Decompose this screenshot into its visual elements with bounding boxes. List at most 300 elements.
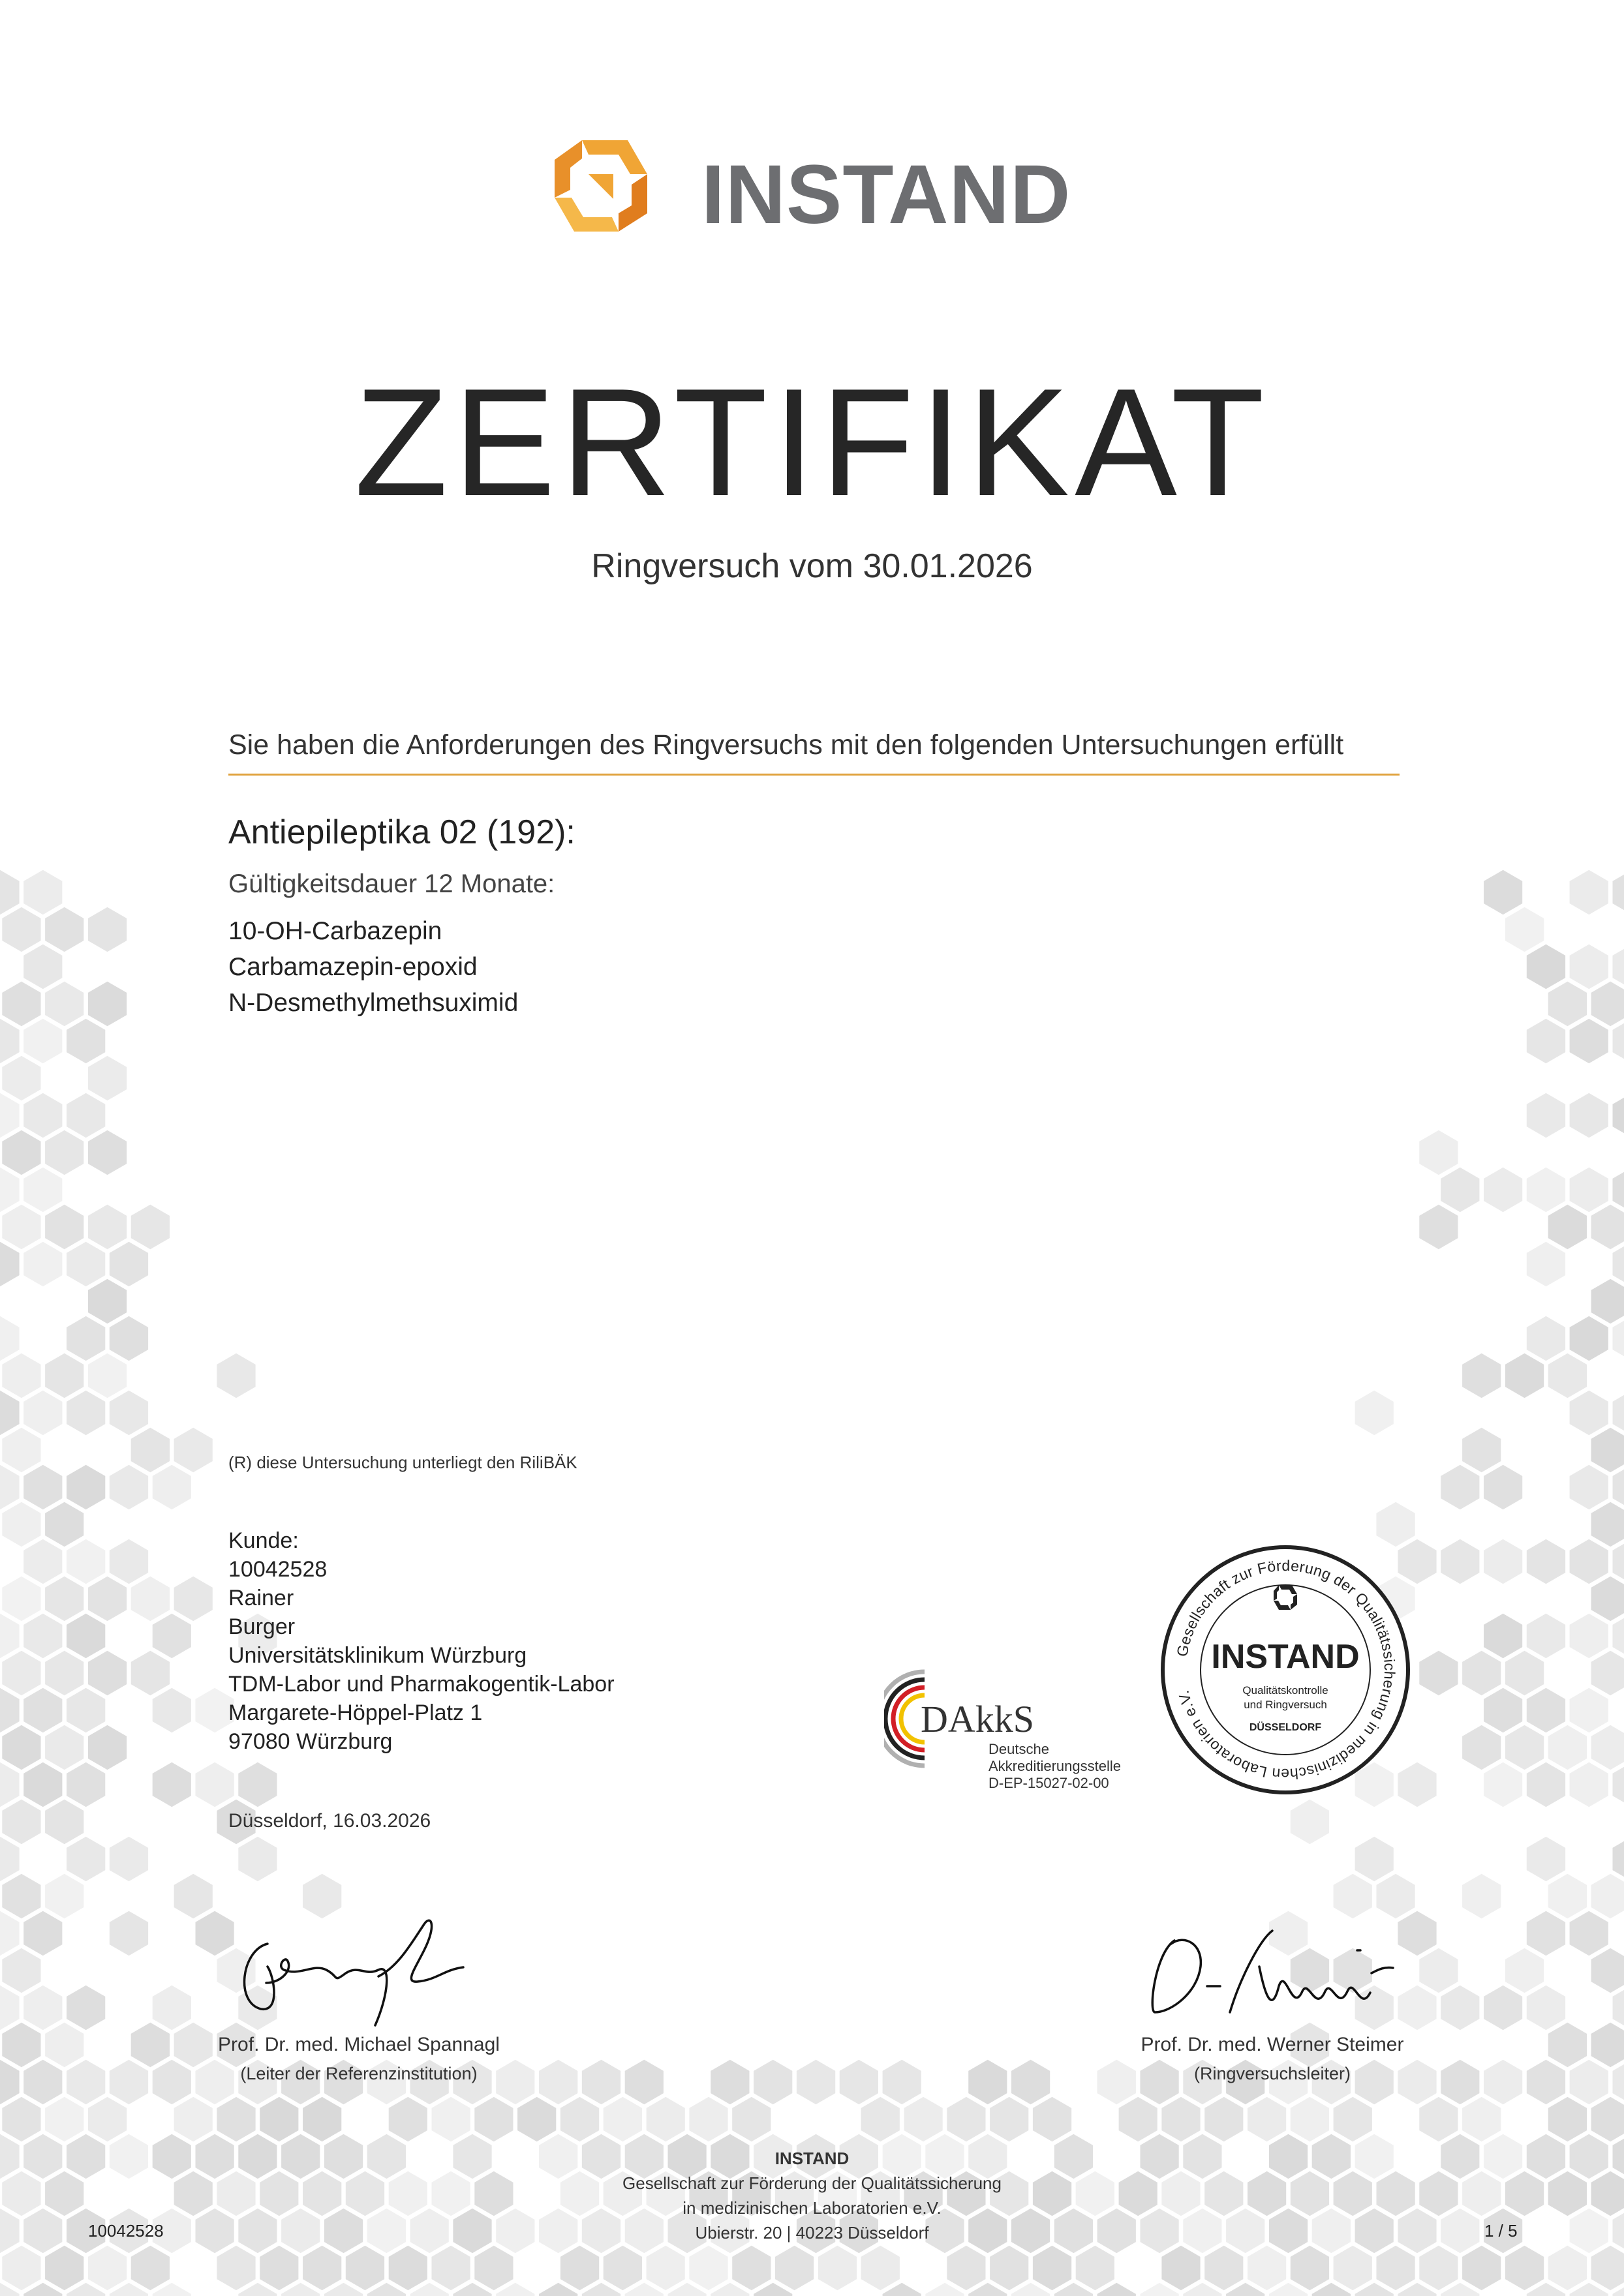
hexagon-shape [131,2246,170,2290]
hexagon-shape [67,1614,105,1658]
hexagon-shape [0,1168,20,1212]
certificate-title: ZERTIFIKAT [354,356,1270,528]
hexagon-shape [0,1762,20,1807]
hexagon-shape [1377,1874,1415,1918]
hexagon-shape [1484,1465,1522,1509]
hexagon-shape [1204,2097,1243,2141]
hexagon-shape [45,1800,84,1844]
hexagon-shape [153,1986,191,2030]
hexagon-shape [1334,1874,1372,1918]
hexagon-shape [88,1353,127,1398]
hexagon-shape [260,2097,298,2141]
dakks-accreditation-mark [884,1667,1158,1797]
hexagon-shape [754,2060,792,2104]
hexagon-shape [1248,2097,1286,2141]
hexagon-shape [1462,1353,1501,1398]
hexagon-shape [1076,2246,1114,2290]
hexagon-shape [1613,1391,1624,1435]
customer-label: Kunde: [228,1528,299,1553]
hexagon-shape [1591,2023,1624,2067]
hexagon-shape [1441,1168,1479,1212]
hexagon-shape [732,2246,771,2290]
hexagon-shape [88,1725,127,1770]
hexagon-shape [2,2246,40,2290]
hexagon-shape [2,1353,40,1398]
hexagon-shape [88,1279,127,1323]
hexagon-shape [474,2097,513,2141]
signer-name: Prof. Dr. med. Michael Spannagl [218,2034,500,2055]
hexagon-shape [110,1911,148,1956]
hexagon-shape [861,2246,900,2290]
hexagon-shape [1570,944,1608,989]
hexagon-shape [0,1465,20,1509]
hexagon-shape [1355,1837,1394,1881]
hexagon-shape [45,1205,84,1249]
hexagon-shape [131,1577,170,1621]
signature-spannagl [228,1905,489,2035]
hexagon-shape [1484,1614,1522,1658]
hexagon-shape [861,2097,900,2141]
hexagon-shape [174,1428,213,1472]
issue-date: Düsseldorf, 16.03.2026 [228,1810,431,1832]
hexagon-shape [604,2246,642,2290]
hexagon-shape [432,2246,470,2290]
hexagon-shape [1527,1911,1565,1956]
hexagon-shape [153,2060,191,2104]
hexagon-shape [2,1577,40,1621]
hexagon-shape [1570,1539,1608,1584]
hexagon-shape [88,2097,127,2141]
hexagon-shape [2,907,40,952]
hexagon-shape [1248,2246,1286,2290]
hexagon-shape [45,1353,84,1398]
hexagon-shape [647,2246,685,2290]
hexagon-shape [1527,944,1565,989]
hexagon-shape [303,2097,341,2141]
hexagon-shape [1548,1874,1587,1918]
hexagon-shape [1613,2060,1624,2104]
hexagon-shape [689,2097,728,2141]
hexagon-shape [303,2246,341,2290]
hexagon-shape [1033,2097,1071,2141]
hexagon-shape [1484,1688,1522,1732]
test-title: Antiepileptika 02 (192): [228,813,575,851]
hexagon-shape [1355,1391,1394,1435]
hexagon-shape [1377,1502,1415,1547]
hexagon-shape [110,1837,148,1881]
hexagon-shape [968,2060,1007,2104]
hexagon-shape [1613,1242,1624,1286]
hexagon-shape [1505,1948,1544,1993]
hexagon-shape [23,1688,62,1732]
hexagon-shape [1570,870,1608,914]
footer-line: in medizinischen Laboratorien e.V. [682,2198,942,2218]
hexagon-shape [1462,1874,1501,1918]
hexagon-shape [1613,944,1624,989]
rilibaek-footnote: (R) diese Untersuchung unterliegt den RiliBÄK [228,1453,577,1472]
hexagon-shape [1161,2097,1200,2141]
hexagon-shape [45,2246,84,2290]
hexagon-shape [1591,1577,1624,1621]
footer-line: Ubierstr. 20 | 40223 Düsseldorf [695,2223,929,2243]
hexagon-shape [1291,1800,1329,1844]
hexagon-shape [23,1093,62,1138]
hexagon-shape [153,1688,191,1732]
hexagon-shape [88,982,127,1026]
customer-line: 10042528 [228,1557,328,1582]
hexagon-shape [1441,1539,1479,1584]
hexagon-shape [1484,870,1522,914]
seal-city: DÜSSELDORF [1249,1722,1322,1733]
hexagon-shape [1462,2246,1501,2290]
certificate-subtitle: Ringversuch vom 30.01.2026 [591,547,1033,585]
hexagon-shape [1527,1539,1565,1584]
hexagon-shape [260,2246,298,2290]
hexagon-shape [1119,2097,1157,2141]
hexagon-shape [560,2246,599,2290]
hexagon-shape [1505,2246,1544,2290]
validity-text: Gültigkeitsdauer 12 Monate: [228,869,555,898]
hexagon-shape [582,2060,620,2104]
hexagon-shape [45,982,84,1026]
hexagon-shape [1527,1614,1565,1658]
hexagon-shape [174,1874,213,1918]
dakks-line: D-EP-15027-02-00 [988,1775,1109,1791]
hexagon-shape [23,1019,62,1063]
hexagon-shape [1527,1688,1565,1732]
hexagon-shape [732,2097,771,2141]
hexagon-shape [45,1651,84,1695]
hexagon-shape [1527,1762,1565,1807]
hexagon-shape [2,1948,40,1993]
customer-line: 97080 Würzburg [228,1729,393,1754]
hexagon-shape [174,2097,213,2141]
hexagon-shape [1527,1168,1565,1212]
hexagon-shape [88,1205,127,1249]
hexagon-shape [1484,1539,1522,1584]
hexagon-shape [67,1019,105,1063]
seal-ring-text: Gesellschaft zur Förderung der Qualitätssicherung in medizinischen Laboratorien e.V. [1173,1556,1399,1783]
hexagon-shape [88,2246,127,2290]
signer-role: (Leiter der Referenzinstitution) [240,2064,478,2083]
hexagon-shape [947,2097,985,2141]
hexagon-shape [238,1762,277,1807]
hexagon-shape [1548,982,1587,1026]
hexagon-shape [1591,982,1624,1026]
hexagon-shape [1613,1465,1624,1509]
hexagon-shape [0,1837,20,1881]
signer-left [215,2031,502,2088]
divider-rule [228,774,1400,776]
hexagon-shape [23,2060,62,2104]
hexagon-shape [174,1577,213,1621]
instand-seal-stamp [1158,1543,1413,1797]
hexagon-shape [1527,1986,1565,2030]
hexagon-shape [1484,1168,1522,1212]
hexagon-shape [1527,1316,1565,1361]
footer-address [0,2146,1624,2245]
hexagon-shape [2,1130,40,1175]
hexagon-shape [1462,1725,1501,1770]
footer-line: Gesellschaft zur Förderung der Qualitätssicherung [622,2173,1002,2193]
hexagon-shape [67,1762,105,1807]
signature-steimer [1135,1914,1409,2032]
hexagon-shape [238,1837,277,1881]
hexagon-shape [1613,1614,1624,1658]
hexagon-shape [0,1391,20,1435]
footer-customer-id: 10042528 [88,2221,164,2241]
hexagon-shape [1591,1502,1624,1547]
hexagon-shape [45,2023,84,2067]
hexagon-shape [0,870,20,914]
hexagon-shape [88,1056,127,1100]
hexagon-shape [904,2097,943,2141]
hexagon-shape [1548,1205,1587,1249]
hexagon-shape [1484,2060,1522,2104]
hexagon-shape [1613,1316,1624,1361]
hexagon-shape [23,1911,62,1956]
hexagon-shape [1462,1428,1501,1472]
page-number: 1 / 5 [1484,2221,1518,2241]
hexagon-shape [1291,2246,1329,2290]
hexagon-shape [1570,1019,1608,1063]
hexagon-shape [0,1242,20,1286]
hexagon-shape [1570,2060,1608,2104]
hexagon-shape [88,907,127,952]
hexagon-shape [88,1651,127,1695]
hexagon-shape [2,2097,40,2141]
hexagon-shape [23,1539,62,1584]
hexagon-shape [1570,1688,1608,1732]
instand-logo-icon [555,140,647,232]
hexagon-shape [1591,1279,1624,1323]
hexagon-shape [625,2060,664,2104]
hexagon-shape [1419,1130,1458,1175]
hexagon-shape [1505,1725,1544,1770]
hexagon-shape [1505,907,1544,952]
hexagon-shape [67,1316,105,1361]
hexagon-shape [517,2097,556,2141]
hexagon-shape [1591,1725,1624,1770]
hexagon-shape [67,1837,105,1881]
hexagon-shape [818,2246,857,2290]
hexagon-shape [110,1539,148,1584]
hexagon-shape [1419,1205,1458,1249]
hexagon-shape [389,2097,427,2141]
hexagon-shape [2,1800,40,1844]
hexagon-shape [131,1651,170,1695]
hexagon-shape [1591,1651,1624,1695]
hexagon-shape [23,944,62,989]
hexagon-shape [1419,2097,1458,2141]
seal-line: Qualitätskontrolle [1242,1684,1328,1697]
hexagon-shape [67,1539,105,1584]
hexagon-shape [474,2246,513,2290]
seal-name: INSTAND [1211,1638,1360,1676]
hexagon-shape [1548,1725,1587,1770]
hexagon-shape [45,2097,84,2141]
hexagon-shape [1462,1651,1501,1695]
hexagon-shape [947,2246,985,2290]
hexagon-shape [45,907,84,952]
hexagon-shape [1591,1205,1624,1249]
hexagon-shape [23,1242,62,1286]
hexagon-shape [153,1465,191,1509]
footer-org: INSTAND [774,2149,850,2168]
hexagon-shape [217,2246,255,2290]
hexagon-shape [1527,2060,1565,2104]
hexagon-shape [2,1874,40,1918]
hexagon-shape [67,1986,105,2030]
hexagon-shape [45,1577,84,1621]
hexagon-shape [45,1130,84,1175]
customer-line: Rainer [228,1586,294,1610]
hexagon-shape [689,2246,728,2290]
hexagon-shape [88,1577,127,1621]
hexagon-shape [110,1316,148,1361]
hexagon-shape [131,1428,170,1472]
hexagon-shape [0,2060,20,2104]
hexagon-shape [1527,1019,1565,1063]
hexagon-shape [1613,1093,1624,1138]
dakks-line: Akkreditierungsstelle [988,1758,1121,1774]
hexagon-shape [0,1614,20,1658]
hexagon-shape [110,1465,148,1509]
hexagon-shape [0,1688,20,1732]
hexagon-shape [23,1391,62,1435]
dakks-line: Deutsche [988,1741,1049,1757]
customer-block [228,1526,615,1756]
hexagon-shape [1548,2023,1587,2067]
hexagon-shape [110,1242,148,1286]
hexagon-shape [67,1093,105,1138]
hexagon-shape [45,1502,84,1547]
hexagon-shape [711,2060,749,2104]
hexagon-shape [1291,2097,1329,2141]
hexagon-shape [2,1205,40,1249]
hexagon-shape [153,1762,191,1807]
hexagon-shape [23,870,62,914]
hexagon-shape [23,1986,62,2030]
hexagon-shape [2,1056,40,1100]
instand-logo-wordmark: INSTAND [701,148,1071,241]
hexagon-shape [1419,1948,1458,1993]
hexagon-shape [217,1353,255,1398]
analyte-item: Carbamazepin-epoxid [228,953,478,981]
analyte-item: N-Desmethylmethsuximid [228,989,519,1017]
hexagon-shape [1613,1762,1624,1807]
customer-line: Universitätsklinikum Würzburg [228,1643,527,1668]
hexagon-shape [1570,1762,1608,1807]
hexagon-shape [1613,1986,1624,2030]
hexagon-shape [539,2060,577,2104]
hexagon-shape [1334,2097,1372,2141]
hexagon-shape [1570,1093,1608,1138]
hexagon-shape [1613,870,1624,914]
hexagon-shape [1505,1353,1544,1398]
hexagon-shape [88,1130,127,1175]
hexagon-shape [1484,1762,1522,1807]
hexagon-shape [67,1391,105,1435]
hexagon-shape [389,2246,427,2290]
hexagon-shape [1441,1465,1479,1509]
hexagon-shape [1548,2246,1587,2290]
hexagon-shape [1591,2246,1624,2290]
hexagon-shape [1377,2246,1415,2290]
hexagon-shape [0,1019,20,1063]
hexagon-shape [131,1205,170,1249]
hexagon-shape [1613,1539,1624,1584]
hexagon-shape [1204,2246,1243,2290]
hexagon-shape [1441,1986,1479,2030]
signer-name: Prof. Dr. med. Werner Steimer [1141,2034,1404,2055]
customer-line: Burger [228,1614,296,1639]
hexagon-shape [1613,1019,1624,1063]
hexagon-shape [1462,2097,1501,2141]
analyte-list [228,913,518,1021]
hexagon-shape [67,1465,105,1509]
hexagon-shape [840,2060,878,2104]
hexagon-shape [131,2023,170,2067]
hexagon-shape [110,1391,148,1435]
hexagon-shape [990,2246,1028,2290]
hexagon-shape [1613,1837,1624,1881]
hexagon-shape [67,1688,105,1732]
hexagon-shape [23,1614,62,1658]
hexagon-shape [1591,2097,1624,2141]
hexagon-shape [1591,1948,1624,1993]
signer-role: (Ringversuchsleiter) [1193,2064,1351,2083]
hexagon-shape [2,1428,40,1472]
hexagon-shape [1419,1651,1458,1695]
hexagon-shape [1548,1353,1587,1398]
customer-line: TDM-Labor und Pharmakogentik-Labor [228,1672,615,1697]
hexagon-shape [560,2097,599,2141]
hexagon-shape [1527,1837,1565,1881]
hexagon-shape [797,2060,835,2104]
hexagon-shape [0,1316,20,1361]
hexagon-shape [883,2060,921,2104]
hexagon-shape [0,1911,20,1956]
hexagon-shape [2,1725,40,1770]
hexagon-shape [1161,2246,1200,2290]
hexagon-shape [0,1093,20,1138]
hexagon-shape [1570,1614,1608,1658]
hexagon-shape [1033,2246,1071,2290]
hexagon-shape [1419,2246,1458,2290]
seal-line: und Ringversuch [1244,1699,1327,1711]
hexagon-shape [1591,1428,1624,1472]
hexagon-shape [1570,1911,1608,1956]
hexagon-shape [110,2060,148,2104]
hexagon-shape [1527,1242,1565,1286]
hexagon-shape [1570,1465,1608,1509]
hexagon-shape [67,2060,105,2104]
hexagon-shape [23,1168,62,1212]
hexagon-shape [23,1762,62,1807]
hexagon-shape [647,2097,685,2141]
hexagon-shape [153,1614,191,1658]
hexagon-shape [67,1242,105,1286]
hexagon-shape [45,1725,84,1770]
hexagon-shape [2,982,40,1026]
intro-text: Sie haben die Anforderungen des Ringversuchs mit den folgenden Untersuchungen erfüllt [228,729,1344,761]
hexagon-shape [2,1651,40,1695]
hexagon-shape [2,2023,40,2067]
hexagon-shape [604,2097,642,2141]
hexagon-shape [432,2097,470,2141]
hexagon-shape [1527,1093,1565,1138]
